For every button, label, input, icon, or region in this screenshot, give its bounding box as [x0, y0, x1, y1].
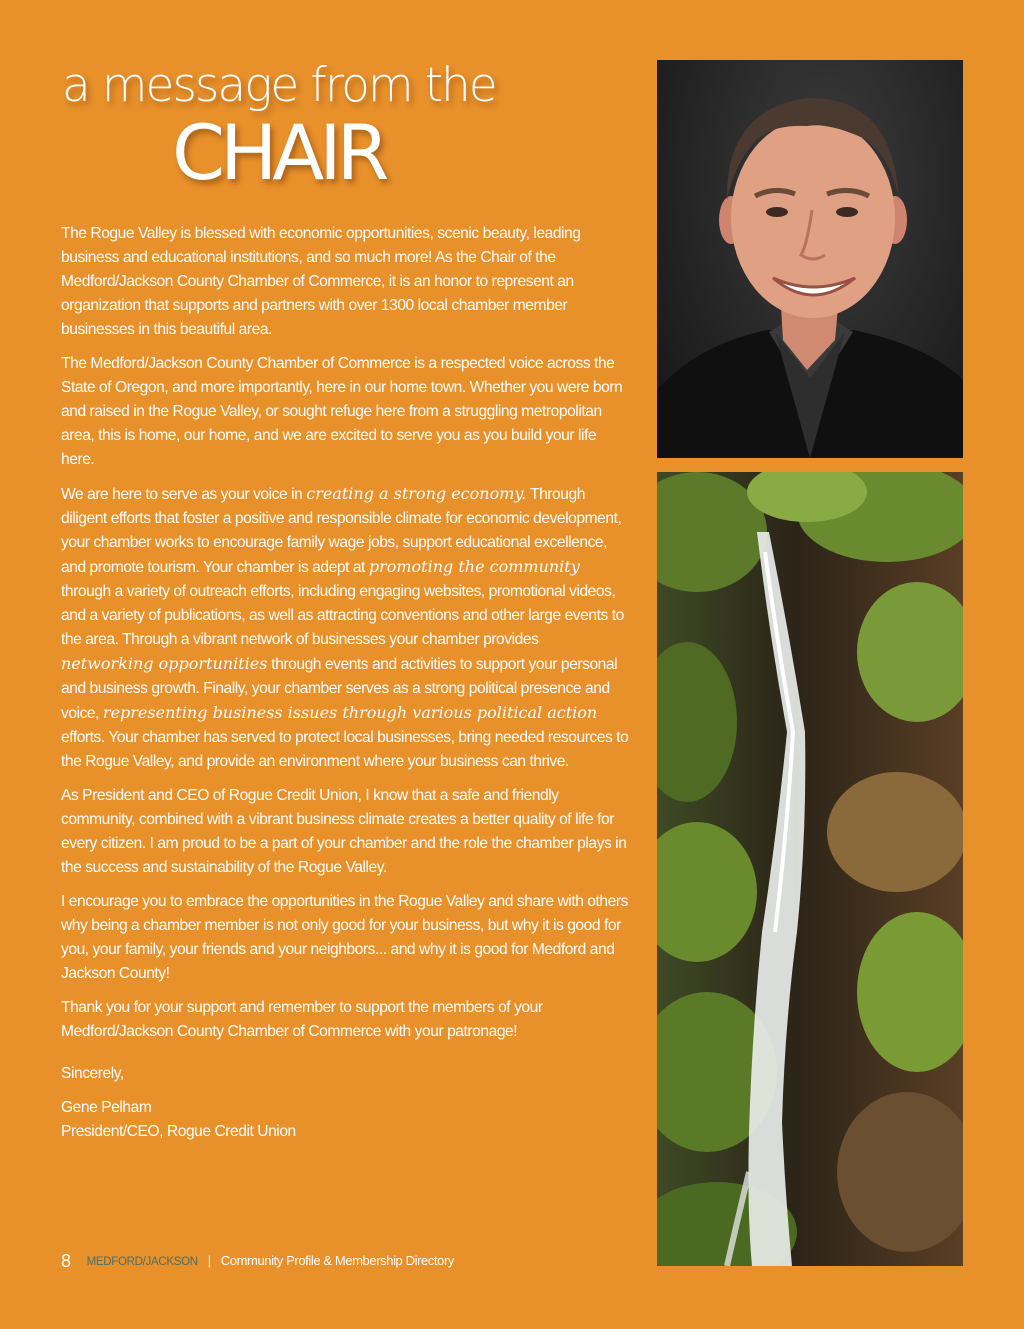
title-line2: CHAIR	[172, 108, 385, 197]
p3-text-d: through events and activities to support your personal and business growth. Finally, your chamber serves as a strong political presence and voice,	[61, 656, 618, 722]
publication-subtitle: Community Profile & Membership Directory	[220, 1253, 455, 1268]
title-line1: a message from the	[62, 58, 496, 113]
portrait-photo	[657, 60, 963, 458]
paragraph-5: I encourage you to embrace the opportunities in the Rogue Valley and share with others why being a chamber member is not only good for your business, but why it is good for you, your family, your friends and your neighbors... and why it is good for Medford and Jackson County!	[61, 893, 628, 982]
page-footer	[61, 1251, 454, 1272]
waterfall-photo	[657, 472, 963, 1266]
paragraph-4: As President and CEO of Rogue Credit Union, I know that a safe and friendly community, combined with a vibrant business climate creates a better quality of life for every citizen. I am proud to be a part of your chamber and the role the chamber plays in the success and sustainability of the Rogue Valley.	[61, 787, 627, 876]
signer-name: Gene Pelham	[61, 1099, 152, 1116]
waterfall-illustration	[657, 472, 963, 1266]
footer-separator: |	[207, 1253, 211, 1268]
signer-title: President/CEO, Rogue Credit Union	[61, 1123, 296, 1140]
letter-body	[61, 222, 631, 1154]
paragraph-1: The Rogue Valley is blessed with economic opportunities, scenic beauty, leading business and educational institutions, and so much more! As the Chair of the Medford/Jackson County Chamber of Commerce, it is an honor to represent an organization that supports and partners with over 1300 local chamber member businesses in this beautiful area.	[61, 225, 581, 338]
p3-text-c: through a variety of outreach efforts, including engaging websites, promotional videos, and a variety of publications, as well as attracting conventions and other large events to the area. Through a vibrant network of businesses your chamber provides	[61, 583, 624, 648]
p3-text-e: efforts. Your chamber has served to protect local businesses, bring needed resources to the Rogue Valley, and provide an environment where your business can thrive.	[61, 729, 629, 770]
paragraph-6: Thank you for your support and remember to support the members of your Medford/Jackson County Chamber of Commerce with your patronage!	[61, 999, 543, 1040]
paragraph-3	[61, 482, 631, 774]
emphasis-creating-economy: creating a strong economy.	[306, 484, 527, 503]
closing-block	[61, 1062, 631, 1144]
paragraph-2: The Medford/Jackson County Chamber of Commerce is a respected voice across the State of Oregon, and more importantly, here in our home town. Whether you were born and raised in the Rogue Valley, or sought refuge here from a struggling metropolitan area, this is home, our home, and we are excited to serve you as you build your life here.	[61, 355, 623, 468]
page-number: 8	[61, 1251, 71, 1271]
p3-text-b: Through diligent efforts that foster a positive and responsible climate for economic development, your chamber works to encourage family wage jobs, support educational excellence, and promote tourism. Your chamber is adept at	[61, 486, 622, 576]
emphasis-networking: networking opportunities	[61, 654, 268, 673]
portrait-illustration	[657, 60, 963, 458]
emphasis-promoting-community: promoting the community	[368, 557, 580, 576]
closing-salutation: Sincerely,	[61, 1065, 124, 1082]
publication-name: MEDFORD/JACKSON	[86, 1256, 198, 1268]
signature-block	[61, 1096, 631, 1144]
emphasis-representing-business: representing business issues through various political action	[102, 703, 598, 722]
p3-text-a: We are here to serve as your voice in	[61, 486, 307, 503]
